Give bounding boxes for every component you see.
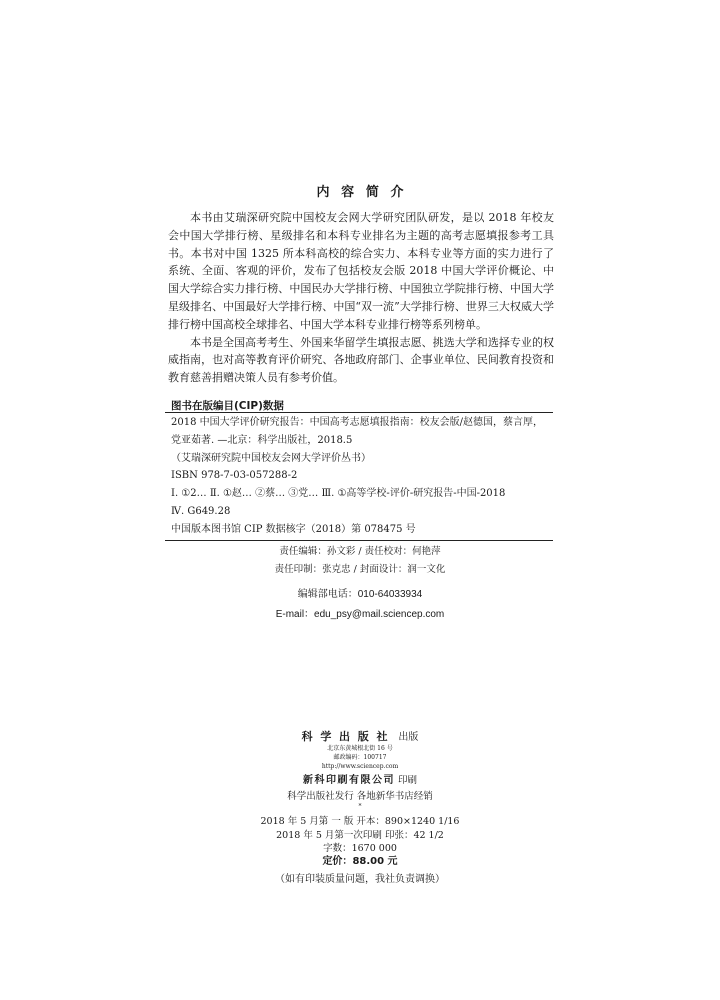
cip-line: Ⅰ. ①2… Ⅱ. ①赵… ②蔡… ③党… Ⅲ. ①高等学校-评价-研究报告-中国-2018 [171, 488, 506, 500]
publisher-postcode: 邮政编码：100717 [333, 754, 387, 761]
cip-line: 党亚茹著. —北京：科学出版社，2018.5 [171, 434, 353, 446]
printer-role: 印刷 [398, 775, 418, 786]
publisher-name: 科学出版社 [301, 730, 396, 743]
publisher-website: http://www.sciencep.com [321, 763, 399, 770]
cip-heading: 图书在版编目(CIP)数据 [171, 400, 284, 412]
cip-bottom-rule [165, 540, 553, 541]
cip-line: Ⅳ. G649.28 [171, 505, 231, 517]
intro-paragraph-2: 本书是全国高考考生、外国来华留学生填报志愿、挑选大学和选择专业的权威指南，也对高等教育评价研究、各地政府部门、企事业单位、民间教育投资和教育慈善捐赠决策人员有参考价值。 [168, 335, 554, 385]
cip-line: （艾瑞深研究院中国校友会网大学评价丛书） [171, 452, 371, 464]
price-line [0, 852, 720, 867]
printer-line [0, 771, 720, 786]
cip-line: 2018 中国大学评价研究报告：中国高考志愿填报指南：校友会版/赵德国，蔡言厚， [171, 417, 543, 428]
printing-line: 2018 年 5 月第一次印刷 印张：42 1/2 [276, 830, 444, 841]
editorial-email: E-mail：edu_psy@mail.sciencep.com [275, 609, 445, 620]
publisher-address: 北京东黄城根北街 16 号 [327, 745, 393, 752]
cip-record [171, 414, 551, 521]
intro-paragraph-1: 本书由艾瑞深研究院中国校友会网大学研究团队研发，是以 2018 年校友会中国大学排行榜、星级排名和本科专业排名为主题的高考志愿填报参考工具书。本书对中国 1325 所本科高校的综合实力、本科专业等方面的实力进行了系统、全面、客观的评价，发布了包括校友会版 2018 中国大学评价概论、中国大学综合实力排行榜、中国民办大学排行榜、中国独立学院排行榜、中国大学星级排名、中国最好大学排行榜、中国“双一流”大学排行榜、世界三大权威大学排行榜中国高校全球排名、中国大学本科专业排行榜等系列榜单。 [168, 211, 554, 331]
price-value: 88.00 元 [352, 856, 398, 867]
word-count: 字数：1670 000 [323, 843, 397, 854]
edition-line: 2018 年 5 月第 一 版 开本：890×1240 1/16 [260, 816, 460, 827]
separator-star: * [358, 803, 362, 810]
price-label: 定价： [322, 856, 353, 867]
distribution-line: 科学出版社发行 各地新华书店经销 [287, 791, 433, 802]
editors-line: 责任编辑：孙文彩 / 责任校对：何艳萍 [279, 546, 441, 557]
quality-notice: （如有印装质量问题，我社负责调换） [275, 874, 445, 885]
intro-title: 内容简介 [316, 185, 416, 200]
editorial-phone: 编辑部电话：010-64033934 [297, 589, 423, 600]
cip-data-number: 中国版本图书馆 CIP 数据核字（2018）第 078475 号 [171, 524, 416, 535]
intro-body [168, 209, 554, 387]
printer-name: 新科印刷有限公司 [302, 775, 395, 786]
publisher-line [0, 728, 720, 744]
publisher-role: 出版 [398, 732, 419, 743]
cip-top-rule [165, 412, 553, 413]
production-line: 责任印制：张克忠 / 封面设计：润一文化 [274, 564, 446, 575]
cip-line: ISBN 978-7-03-057288-2 [171, 470, 298, 482]
